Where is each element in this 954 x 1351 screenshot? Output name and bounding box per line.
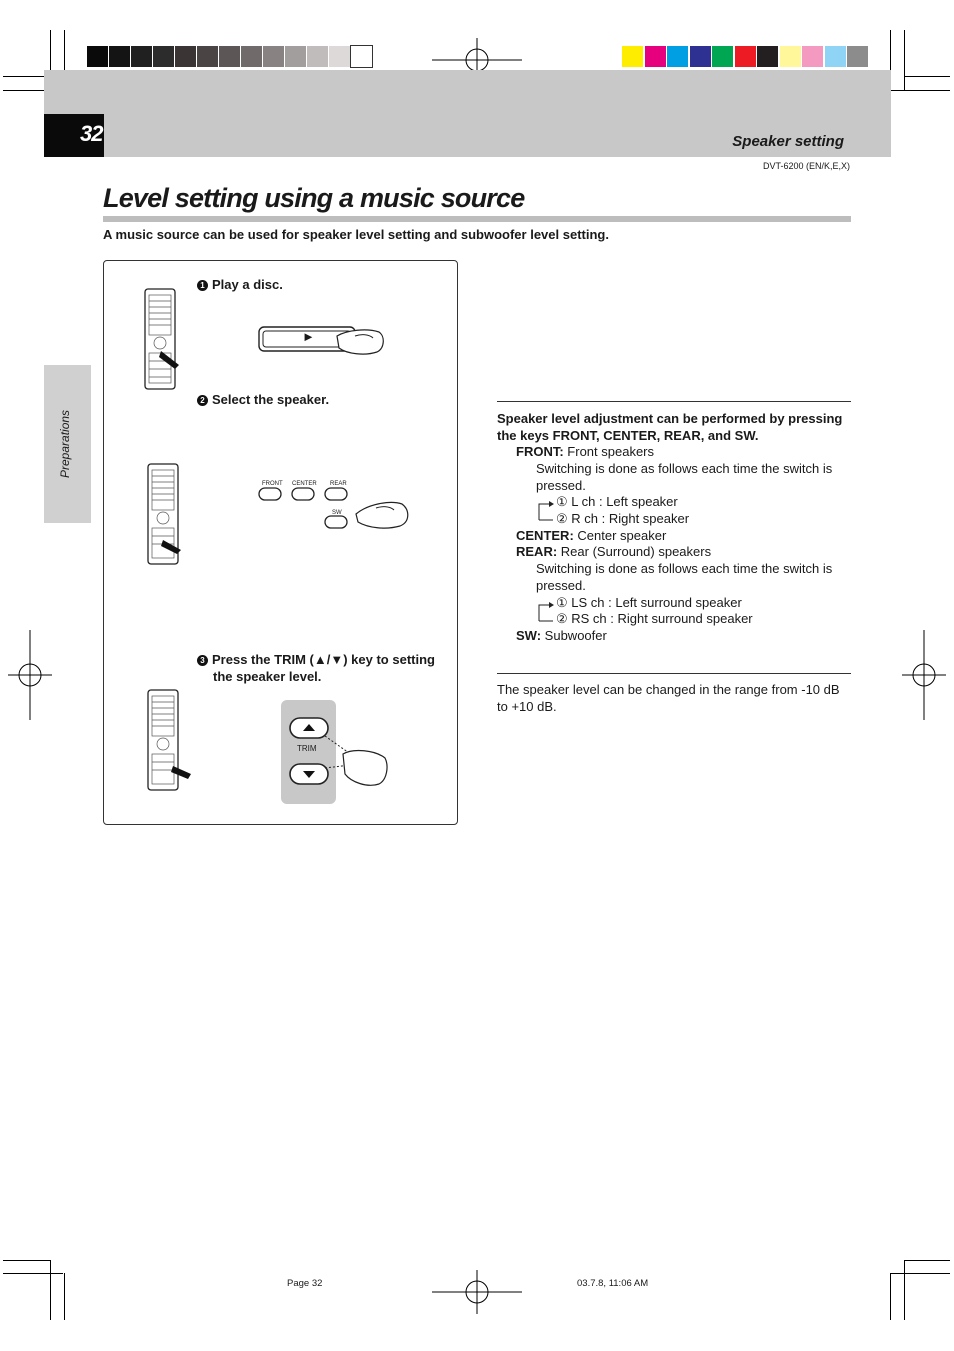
crop-mark — [904, 30, 905, 90]
side-tab-label: Preparations — [58, 409, 72, 478]
front-desc: Front speakers — [567, 444, 654, 459]
step-text-cont: ) key to setting — [343, 652, 435, 667]
color-swatch — [197, 46, 218, 67]
crop-mark — [904, 1260, 950, 1261]
step-1 — [197, 276, 283, 293]
lead-text: Speaker level adjustment can be performed by pressing the keys FRONT, CENTER, REAR, and SW. — [497, 411, 843, 443]
step-number: 1 — [197, 280, 208, 291]
center-entry — [516, 528, 666, 545]
divider — [497, 401, 851, 402]
step-text: Play a disc. — [212, 277, 283, 292]
center-desc: Center speaker — [577, 528, 667, 543]
footer-date: 03.7.8, 11:06 AM — [577, 1278, 649, 1289]
registration-mark-right — [902, 630, 946, 720]
color-swatch — [847, 46, 868, 67]
sw-label: SW: — [516, 628, 542, 643]
step-text: Press the TRIM ( — [212, 652, 314, 667]
color-swatch — [285, 46, 306, 67]
color-swatch — [757, 46, 778, 67]
play-key-illustration — [257, 322, 389, 360]
color-swatch — [263, 46, 284, 67]
range-note: The speaker level can be changed in the range from -10 dB to +10 dB. — [497, 682, 840, 714]
trim-label: TRIM — [297, 744, 317, 753]
cycle-arrow-icon — [537, 599, 555, 625]
key-label-center: CENTER — [292, 481, 317, 487]
trim-down-symbol: ▼ — [330, 652, 344, 667]
color-swatch — [351, 46, 372, 67]
front-label: FRONT: — [516, 444, 564, 459]
footer-page: Page 32 — [287, 1278, 323, 1289]
color-swatch — [153, 46, 174, 67]
color-swatch — [735, 46, 756, 67]
front-entry — [516, 444, 654, 461]
crop-mark — [890, 1273, 950, 1274]
remote-control-icon — [143, 688, 195, 793]
color-swatch — [87, 46, 108, 67]
crop-mark — [904, 76, 950, 77]
step-text-line2: the speaker level. — [213, 669, 322, 684]
rear-option-2: ② RS ch : Right surround speaker — [556, 611, 753, 626]
center-label: CENTER: — [516, 528, 574, 543]
page-title: Level setting using a music source — [103, 183, 525, 213]
slash: / — [326, 652, 331, 667]
switch-note-rear: Switching is done as follows each time the switch is pressed. — [536, 561, 833, 593]
page-number: 32 — [80, 121, 103, 146]
front-option-2: ② R ch : Right speaker — [556, 511, 690, 526]
color-swatch — [825, 46, 846, 67]
sw-entry — [516, 628, 607, 645]
speaker-keys-illustration — [256, 486, 416, 536]
step-number: 3 — [197, 655, 208, 666]
cycle-arrow-icon — [537, 498, 555, 524]
color-swatch — [622, 46, 643, 67]
color-swatch — [241, 46, 262, 67]
color-swatch — [329, 46, 350, 67]
rear-label: REAR: — [516, 544, 558, 559]
model-code: DVT-6200 (EN/K,E,X) — [762, 161, 850, 171]
color-swatch — [307, 46, 328, 67]
color-swatch — [667, 46, 688, 67]
color-swatch — [219, 46, 240, 67]
color-swatch — [175, 46, 196, 67]
remote-control-icon — [143, 287, 183, 392]
section-title: Speaker setting — [732, 133, 844, 150]
crop-mark — [890, 90, 950, 91]
color-swatch — [780, 46, 801, 67]
rear-entry — [516, 544, 711, 561]
remote-control-icon — [143, 462, 183, 567]
color-swatch — [802, 46, 823, 67]
color-swatch — [690, 46, 711, 67]
rear-desc: Rear (Surround) speakers — [560, 544, 712, 559]
front-option-1: ① L ch : Left speaker — [556, 494, 678, 509]
step-text: Select the speaker. — [212, 392, 330, 407]
step-3 — [197, 651, 435, 685]
crop-mark — [890, 1273, 891, 1320]
crop-mark — [50, 1260, 51, 1320]
crop-mark — [3, 1273, 63, 1274]
crop-mark — [64, 1273, 65, 1320]
registration-mark-left — [8, 630, 52, 720]
divider — [497, 673, 851, 674]
rear-option-1: ① LS ch : Left surround speaker — [556, 595, 742, 610]
color-swatch — [131, 46, 152, 67]
trim-up-symbol: ▲ — [313, 652, 327, 667]
crop-mark — [3, 76, 50, 77]
crop-mark — [904, 1260, 905, 1320]
intro-text: A music source can be used for speaker level setting and subwoofer level setting. — [103, 227, 609, 242]
color-swatch — [645, 46, 666, 67]
registration-mark-bottom — [432, 1270, 522, 1314]
sw-desc: Subwoofer — [544, 628, 607, 643]
step-2 — [197, 391, 329, 408]
crop-mark — [3, 1260, 50, 1261]
switch-note-front: Switching is done as follows each time the switch is pressed. — [536, 461, 833, 493]
color-swatch — [109, 46, 130, 67]
key-label-front: FRONT — [262, 481, 283, 487]
color-swatch — [712, 46, 733, 67]
key-label-sw: SW — [332, 510, 342, 516]
key-label-rear: REAR — [330, 481, 347, 487]
title-underline — [103, 216, 851, 222]
play-icon: ► — [302, 329, 315, 344]
step-number: 2 — [197, 395, 208, 406]
